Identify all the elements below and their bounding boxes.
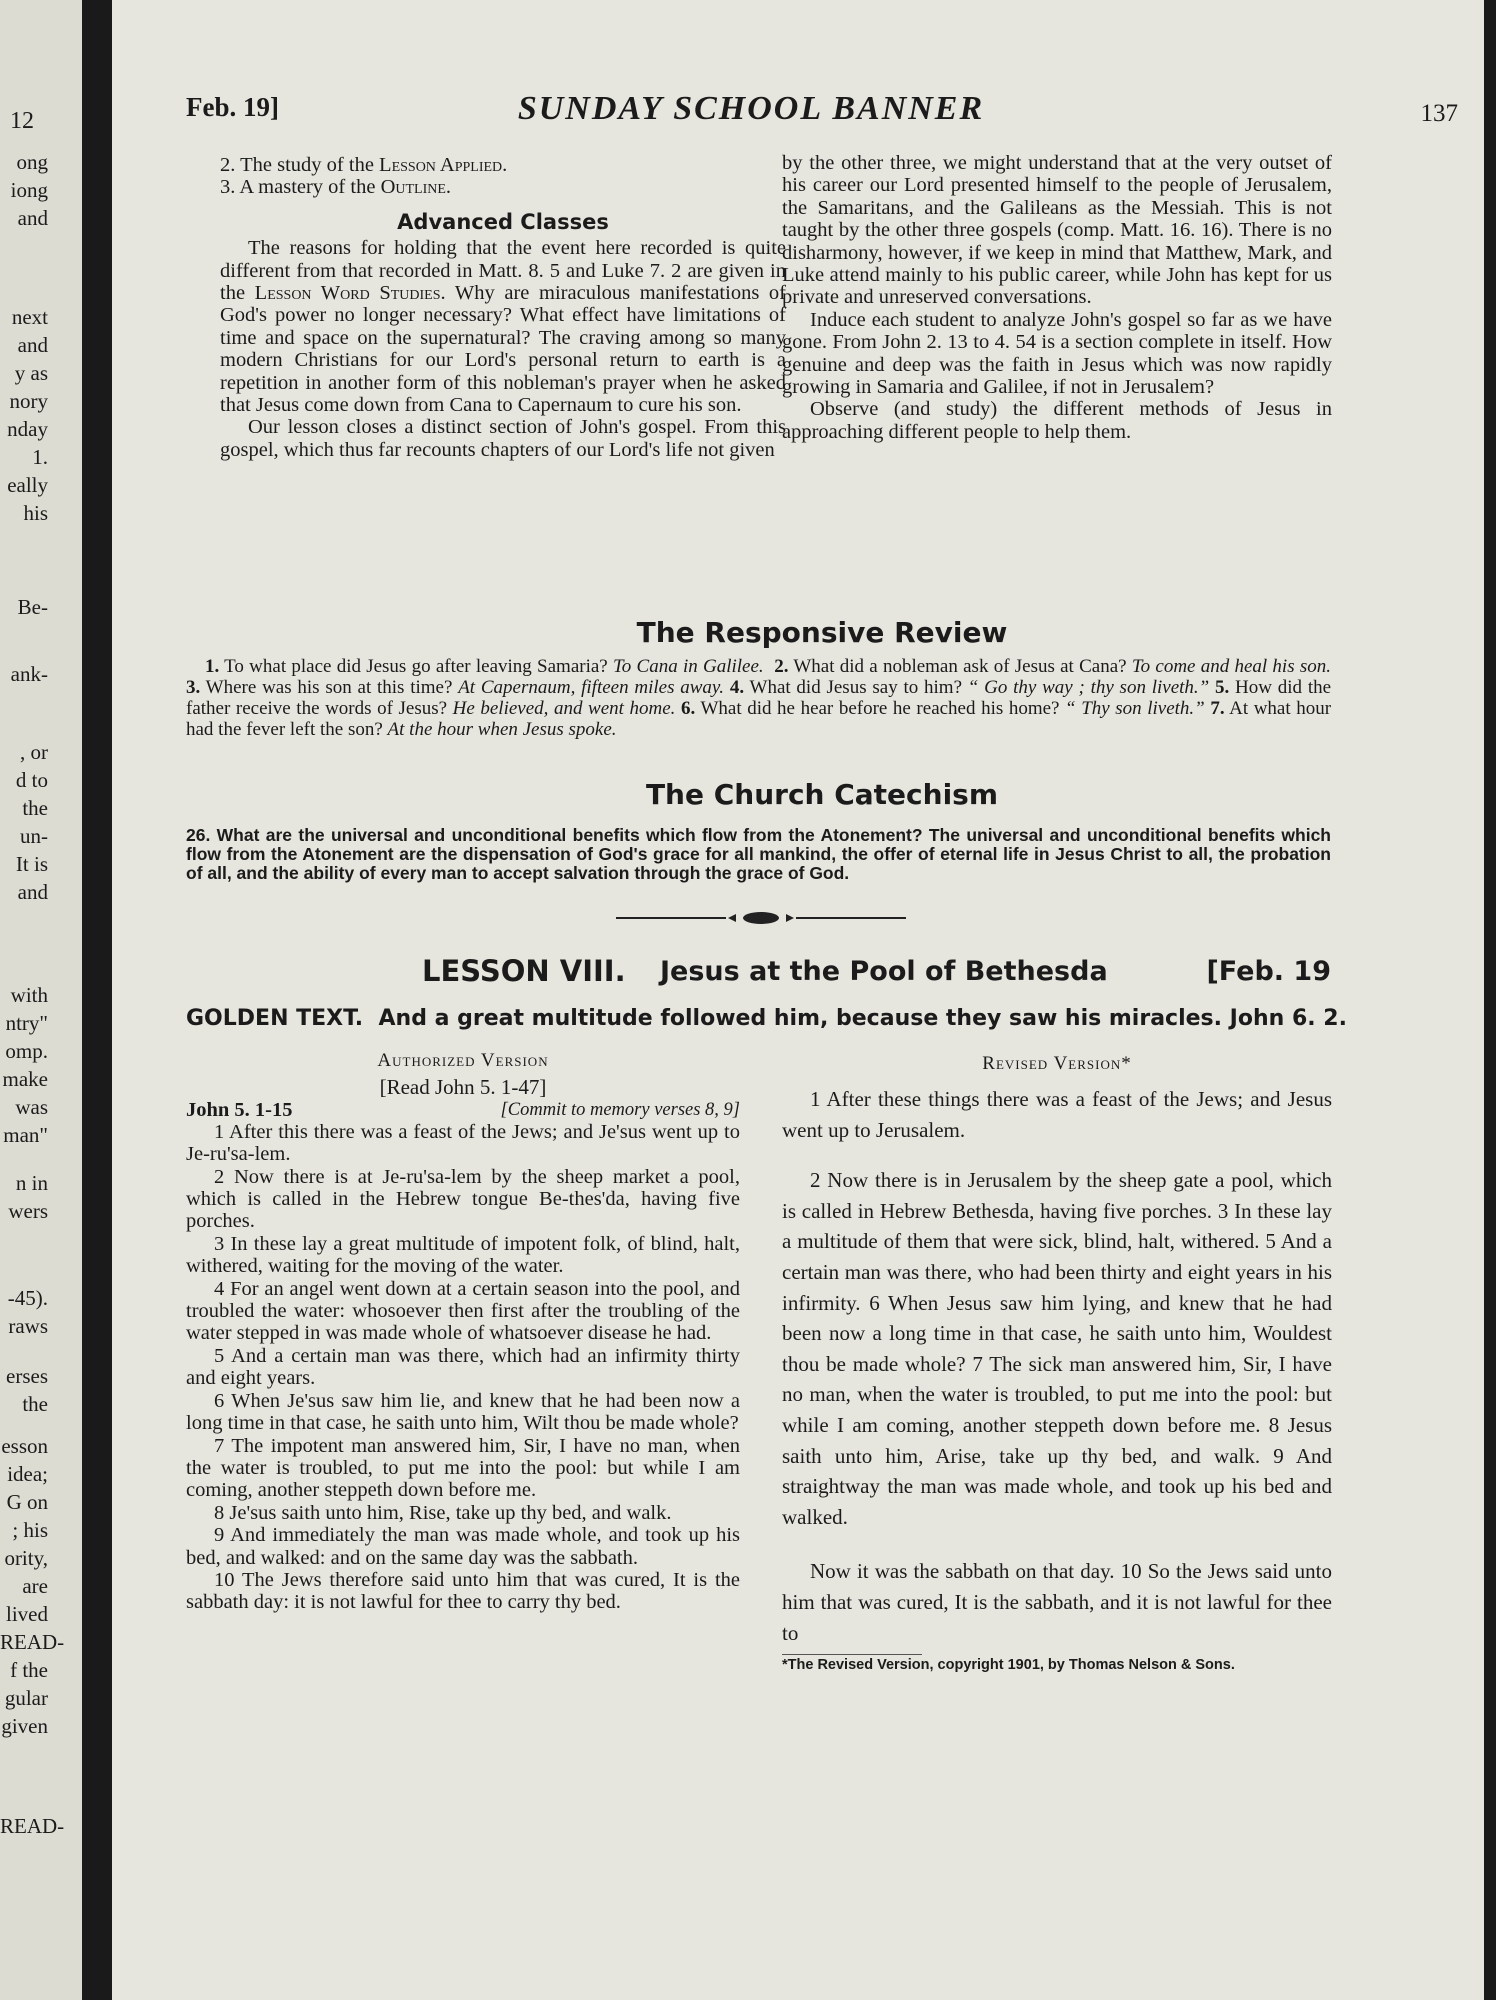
facing-page-fragment: raws [8,1314,48,1338]
facing-page-fragment: ority, [4,1546,48,1570]
facing-page-fragment: nory [9,389,48,413]
revised-paragraph-1: 1 After these things there was a feast of the Jews; and Jesus went up to Jerusalem. [782,1087,1332,1142]
lesson-title: Jesus at the Pool of Bethesda [660,956,1108,987]
facing-page-fragment: READ- [0,1814,65,1838]
verse: 6 When Je'sus saw him lie, and knew that he had been now a long time in that case, he saith unto him, Wilt thou be made whole? [186,1389,740,1435]
magazine-title: SUNDAY SCHOOL BANNER [517,90,985,127]
memory-verses: [Commit to memory verses 8, 9] [500,1099,740,1120]
facing-page-fragment: -45). [7,1286,48,1310]
verse: 8 Je'sus saith unto him, Rise, take up thy bed, and walk. [214,1501,672,1524]
revised-paragraph-2: 2 Now there is in Jerusalem by the sheep gate a pool, which is called in Hebrew Bethesda, having five porches. 3 In these lay a multitude of them that were sick, blind, halt, withered. 5 And a certain man was there, who had been thirty and eight years in his infirmity. 6 When Jesus saw him lying, and knew that he had been now a long time in that case, he saith unto him, Wouldest thou be made whole? 7 The sick man answered him, Sir, I have no man, when the water is troubled, to put me into the pool: but while I am coming, another steppeth down before me. 8 Jesus saith unto him, Arise, take up thy bed, and walk. 9 And straightway the man was made whole, and took up his bed and walked. [782,1168,1332,1529]
top-left-column [220,154,786,461]
facing-page-fragment: given [1,1714,48,1738]
outline-item-3: 3. A mastery of the Outline. [220,176,452,199]
scripture-reference: John 5. 1-15 [186,1098,293,1121]
facing-page-fragment: are [22,1574,48,1598]
facing-page-fragment: wers [8,1199,48,1223]
footnote-rule [782,1654,922,1655]
facing-page-fragment: , or [20,740,48,764]
review-item: 3. Where was his son at this time? At Capernaum, fifteen miles away. [186,677,725,698]
advanced-classes-heading: Advanced Classes [397,209,609,234]
facing-page-fragment: eally [7,473,48,497]
facing-page-fragment: with [10,983,48,1007]
facing-page-fragment: nday [7,417,48,441]
responsive-review-body [186,656,1331,740]
revised-version-column [782,1052,1332,1674]
authorized-verses [186,1121,740,1614]
facing-page-fragment: omp. [5,1039,48,1063]
revised-paragraph-3: Now it was the sabbath on that day. 10 So the Jews said unto him that was cured, It is the sabbath, and it is not lawful for thee to [782,1559,1332,1645]
advanced-paragraph-2: Our lesson closes a distinct section of John's gospel. From this gospel, which thus far recounts chapters of our Lord's life not given [220,416,786,461]
facing-page-fragment: esson [1,1434,48,1458]
facing-page-fragment: It is [15,852,48,876]
facing-page-fragment: next [11,305,48,329]
golden-text [186,1006,1347,1031]
facing-page-fragment: was [15,1095,48,1119]
golden-text-verse: And a great multitude followed him, because they saw his miracles. [378,1006,1222,1031]
facing-page-fragment: the [22,1392,48,1416]
facing-page-fragment: gular [4,1686,48,1710]
facing-page-fragment: make [2,1067,48,1091]
facing-page-fragment: n in [15,1171,48,1195]
verse: 7 The impotent man answered him, Sir, I have no man, when the water is troubled, to put me into the pool: but while I am coming, another steppeth down before me. [186,1434,740,1502]
facing-page-fragment: READ- [0,1630,65,1654]
facing-page-fragment: his [23,501,48,525]
verse: 9 And immediately the man was made whole, and took up his bed, and walked: and on the same day was the sabbath. [186,1524,740,1569]
review-item: 1. To what place did Jesus go after leaving Samaria? To Cana in Galilee. [205,656,764,677]
verse: 1 After this there was a feast of the Jews; and Je'sus went up to Je-ru'sa-lem. [186,1120,740,1166]
facing-page-edge [0,0,82,2000]
facing-page-fragment: ; his [12,1518,48,1542]
verse: 4 For an angel went down at a certain season into the pool, and troubled the water: whosoever then first after the troubling of the water stepped in was made whole of whatsoever disease he had. [186,1277,740,1345]
facing-page-fragment: ntry" [5,1011,48,1035]
verse: 5 And a certain man was there, which had an infirmity thirty and eight years. [186,1344,740,1390]
facing-page-fragment: and [17,206,48,230]
header-date: Feb. 19] [186,92,279,122]
facing-page-fragment: lived [6,1602,48,1626]
verse: 10 The Jews therefore said unto him that was cured, It is the sabbath day: it is not lawful for thee to carry thy bed. [186,1568,740,1614]
review-item: 7. At what hour had the fever left the son? At the hour when Jesus spoke. [186,698,1332,740]
verse: 2 Now there is at Je-ru'sa-lem by the sheep market a pool, which is called in the Hebrew tongue Be-thes'da, having five porches. [186,1165,740,1233]
read-reference: [Read John 5. 1-47] [379,1075,547,1100]
facing-page-fragment: and [17,880,48,904]
lesson-number: LESSON VIII. [422,954,626,988]
top-right-column [782,152,1332,443]
church-catechism-heading: The Church Catechism [645,778,999,811]
facing-page-fragment: ank- [10,662,48,686]
running-header [186,92,1458,132]
revised-footnote: *The Revised Version, copyright 1901, by Thomas Nelson & Sons. [782,1657,1235,1674]
review-item: 5. How did the father receive the words of Jesus? He believed, and went home. [186,677,1332,719]
facing-page-fragment: erses [6,1364,48,1388]
scripture-ref-line [186,1099,740,1121]
facing-page-fragment: idea; [7,1462,48,1486]
observe-paragraph: Observe (and study) the different methods of Jesus in approaching different people to help them. [782,398,1332,443]
advanced-paragraph-1: The reasons for holding that the event here recorded is quite different from that recorded in Matt. 8. 5 and Luke 7. 2 are given in the Lesson Word Studies. Why are miraculous manifestations of God's power no longer necessary? What effect have limitations of time and space on the supernatural? The craving among so many modern Christians for our Lord's personal return to earth is a repetition in another form of this nobleman's prayer when he asked that Jesus come down from Cana to Capernaum to cure his son. [220,237,787,417]
review-item: 4. What did Jesus say to him? “ Go thy way ; thy son liveth.” [729,677,1210,698]
analyze-paragraph: Induce each student to analyze John's gospel so far as we have gone. From John 2. 13 to 4. 54 is a section complete in itself. How genuine and deep was the faith in Jesus which was now rapidly growing in Samaria and Galilee, if not in Jerusalem? [782,308,1332,399]
facing-page-number: 12 [10,108,34,134]
ornament-divider [616,908,906,928]
page-number: 137 [1420,100,1458,127]
revised-version-heading: Revised Version* [982,1053,1132,1074]
facing-page-fragment: d to [15,768,48,792]
page [112,0,1484,2000]
facing-page-fragment: un- [20,824,48,848]
responsive-review-heading: The Responsive Review [636,616,1008,649]
facing-page-fragment: G on [6,1490,48,1514]
outline-item-2: 2. The study of the Lesson Applied. [220,154,508,176]
facing-page-fragment: ong [16,150,48,174]
continued-paragraph: by the other three, we might understand that at the very outset of his career our Lord presented himself to the people of Jerusalem, the Samaritans, and the Galileans as the Messiah. This is not taught by the other three gospels (comp. Matt. 16. 16). There is no disharmony, however, if we keep in mind that Matthew, Mark, and Luke attend mainly to his public career, while John has kept for us private and unreserved conversations. [782,152,1332,309]
authorized-version-column [186,1050,740,1614]
review-item: 2. What did a nobleman ask of Jesus at Cana? To come and heal his son. [774,656,1331,677]
verse: 3 In these lay a great multitude of impotent folk, of blind, halt, withered, waiting for the moving of the water. [186,1232,740,1278]
golden-text-reference: John 6. 2. [1229,1006,1347,1031]
lesson-title-line [186,954,1331,994]
facing-page-fragment: y as [14,361,48,385]
facing-page-fragment: f the [10,1658,48,1682]
lesson-date: [Feb. 19 [1206,956,1331,987]
facing-page-fragment: the [22,796,48,820]
facing-page-fragment: iong [10,178,48,202]
facing-page-fragment: and [17,333,48,357]
facing-page-fragment: Be- [17,595,48,619]
review-item: 6. What did he hear before he reached his home? “ Thy son liveth.” [681,698,1205,719]
facing-page-fragment: man" [3,1123,48,1147]
golden-text-label: GOLDEN TEXT. [186,1006,364,1031]
facing-page-fragment: 1. [32,445,48,469]
catechism-text: 26. What are the universal and unconditional benefits which flow from the Atonement? The universal and unconditional benefits which flow from the Atonement are the dispensation of God's grace for all mankind, the offer of eternal life in Jesus Christ to all, the probation of all, and the ability of every man to accept salvation through the grace of God. [186,825,1331,883]
authorized-version-heading: Authorized Version [377,1050,549,1071]
